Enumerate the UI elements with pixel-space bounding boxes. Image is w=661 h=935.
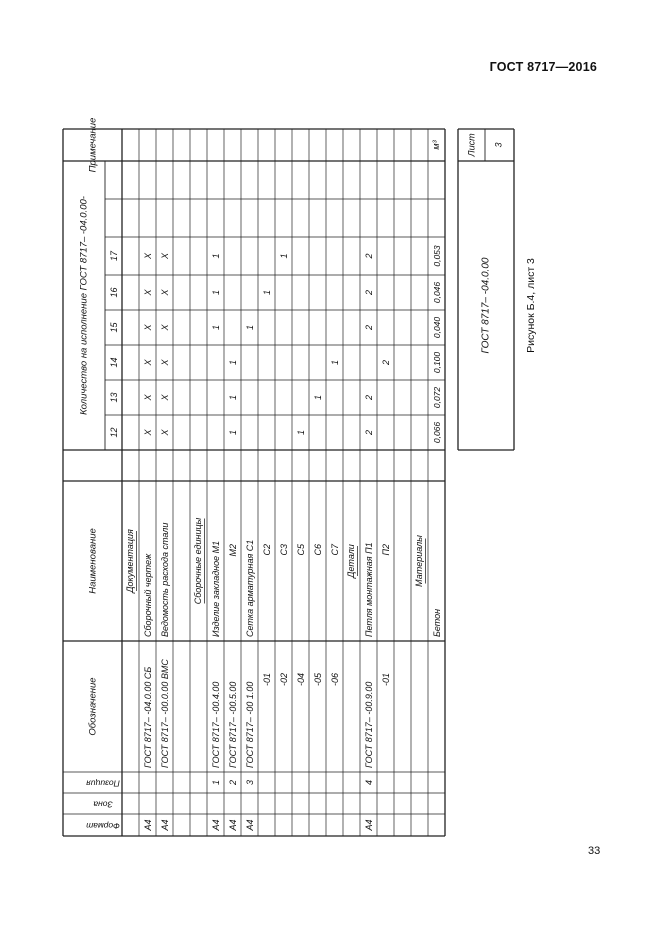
- designation-cell: ГОСТ 8717– -00.9.00: [363, 681, 374, 768]
- format-cell: А4: [363, 819, 374, 831]
- designation-cell: ГОСТ 8717– -00.0.00 ВМС: [159, 659, 170, 768]
- quantity-cell: Х: [142, 289, 153, 296]
- designation-cell: -05: [312, 673, 323, 687]
- section-heading: Сборочные единицы: [192, 517, 203, 605]
- designation-cell: ГОСТ 8717– -00.5.00: [227, 681, 238, 768]
- quantity-cell: Х: [159, 289, 170, 296]
- name-cell: Сетка арматурная С1: [244, 539, 255, 637]
- header-quantity: Количество на исполнение ГОСТ 8717– -04.0.00-: [78, 196, 90, 415]
- variant-number: 17: [108, 250, 119, 262]
- figure-caption: Рисунок Б.4, лист 3: [524, 258, 537, 353]
- quantity-cell: 2: [363, 289, 374, 296]
- quantity-cell: Х: [159, 252, 170, 260]
- quantity-cell: 0,100: [431, 351, 442, 374]
- section-heading: Материалы: [413, 535, 424, 587]
- quantity-cell: 1: [312, 394, 323, 401]
- variant-number: 14: [108, 357, 119, 368]
- quantity-cell: 1: [329, 359, 340, 366]
- quantity-cell: 0,072: [431, 386, 442, 409]
- quantity-cell: Х: [142, 394, 153, 401]
- quantity-cell: 2: [380, 359, 391, 366]
- quantity-cell: Х: [159, 429, 170, 436]
- header-zone: Зона: [93, 799, 113, 810]
- name-cell: М2: [227, 544, 238, 557]
- stamp-sheet-number: 3: [493, 142, 504, 148]
- variant-number: 12: [108, 427, 119, 438]
- section-heading: Документация: [124, 529, 135, 593]
- quantity-cell: 0,053: [431, 245, 442, 267]
- format-cell: А4: [142, 819, 153, 831]
- name-cell: Петля монтажная П1: [363, 542, 374, 637]
- page-number: 33: [588, 845, 601, 857]
- name-cell: С2: [261, 544, 272, 556]
- variant-number: 16: [108, 287, 119, 298]
- header-position: Позиция: [86, 778, 120, 789]
- quantity-cell: Х: [142, 252, 153, 260]
- designation-cell: ГОСТ 8717– -00 1.00: [244, 681, 255, 768]
- note-cell: м³: [430, 140, 441, 150]
- name-cell: С3: [278, 544, 289, 556]
- header-name: Наименование: [87, 528, 99, 594]
- quantity-cell: 1: [261, 289, 272, 296]
- name-cell: П2: [380, 544, 391, 556]
- quantity-cell: Х: [142, 429, 153, 436]
- quantity-cell: 1: [244, 324, 255, 331]
- quantity-cell: Х: [142, 359, 153, 366]
- designation-cell: -01: [380, 673, 391, 687]
- stamp-designation: ГОСТ 8717– -04.0.00: [480, 257, 492, 354]
- header-designation: Обозначение: [87, 677, 99, 736]
- name-cell: Сборочный чертеж: [142, 553, 153, 637]
- position-cell: 4: [363, 779, 374, 786]
- variant-number: 13: [108, 392, 119, 403]
- designation-cell: -06: [329, 673, 340, 687]
- position-cell: 2: [227, 779, 238, 786]
- name-cell: С6: [312, 544, 323, 556]
- variant-number: 15: [108, 322, 119, 333]
- quantity-cell: 1: [278, 253, 289, 259]
- quantity-cell: 2: [363, 429, 374, 436]
- name-cell: Бетон: [431, 608, 442, 637]
- section-heading: Детали: [345, 544, 356, 578]
- quantity-cell: 1: [210, 289, 221, 296]
- header-note: Примечание: [87, 117, 99, 173]
- specification-table: [63, 94, 537, 836]
- name-cell: Ведомость расхода стали: [159, 522, 170, 637]
- designation-cell: ГОСТ 8717– -00.4.00: [210, 681, 221, 768]
- document-header: ГОСТ 8717—2016: [489, 60, 597, 74]
- quantity-cell: 1: [227, 359, 238, 366]
- rotated-spec-sheet: [63, 94, 537, 836]
- quantity-cell: 1: [227, 394, 238, 401]
- quantity-cell: Х: [159, 394, 170, 401]
- name-cell: С7: [329, 544, 340, 556]
- designation-cell: -01: [261, 673, 272, 687]
- stamp-sheet-label: Лист: [466, 133, 477, 157]
- quantity-cell: 1: [295, 429, 306, 436]
- quantity-cell: 2: [363, 324, 374, 331]
- position-cell: 1: [210, 779, 221, 786]
- quantity-cell: 1: [227, 429, 238, 436]
- header-format: Формат: [86, 820, 120, 831]
- quantity-cell: 0,046: [431, 281, 442, 304]
- quantity-cell: 0,040: [431, 316, 442, 339]
- quantity-cell: 0,066: [431, 421, 442, 444]
- format-cell: А4: [210, 819, 221, 831]
- name-cell: Изделие закладное М1: [210, 540, 221, 637]
- designation-cell: ГОСТ 8717– -04.0.00 СБ: [142, 666, 153, 768]
- format-cell: А4: [227, 819, 238, 831]
- position-cell: 3: [244, 779, 255, 786]
- quantity-cell: 1: [210, 253, 221, 259]
- quantity-cell: Х: [142, 324, 153, 331]
- name-cell: С5: [295, 544, 306, 556]
- quantity-cell: 2: [363, 253, 374, 259]
- format-cell: А4: [159, 819, 170, 831]
- quantity-cell: 2: [363, 394, 374, 401]
- quantity-cell: Х: [159, 324, 170, 331]
- designation-cell: -04: [295, 673, 306, 687]
- quantity-cell: 1: [210, 324, 221, 331]
- designation-cell: -02: [278, 673, 289, 687]
- quantity-cell: Х: [159, 359, 170, 366]
- format-cell: А4: [244, 819, 255, 831]
